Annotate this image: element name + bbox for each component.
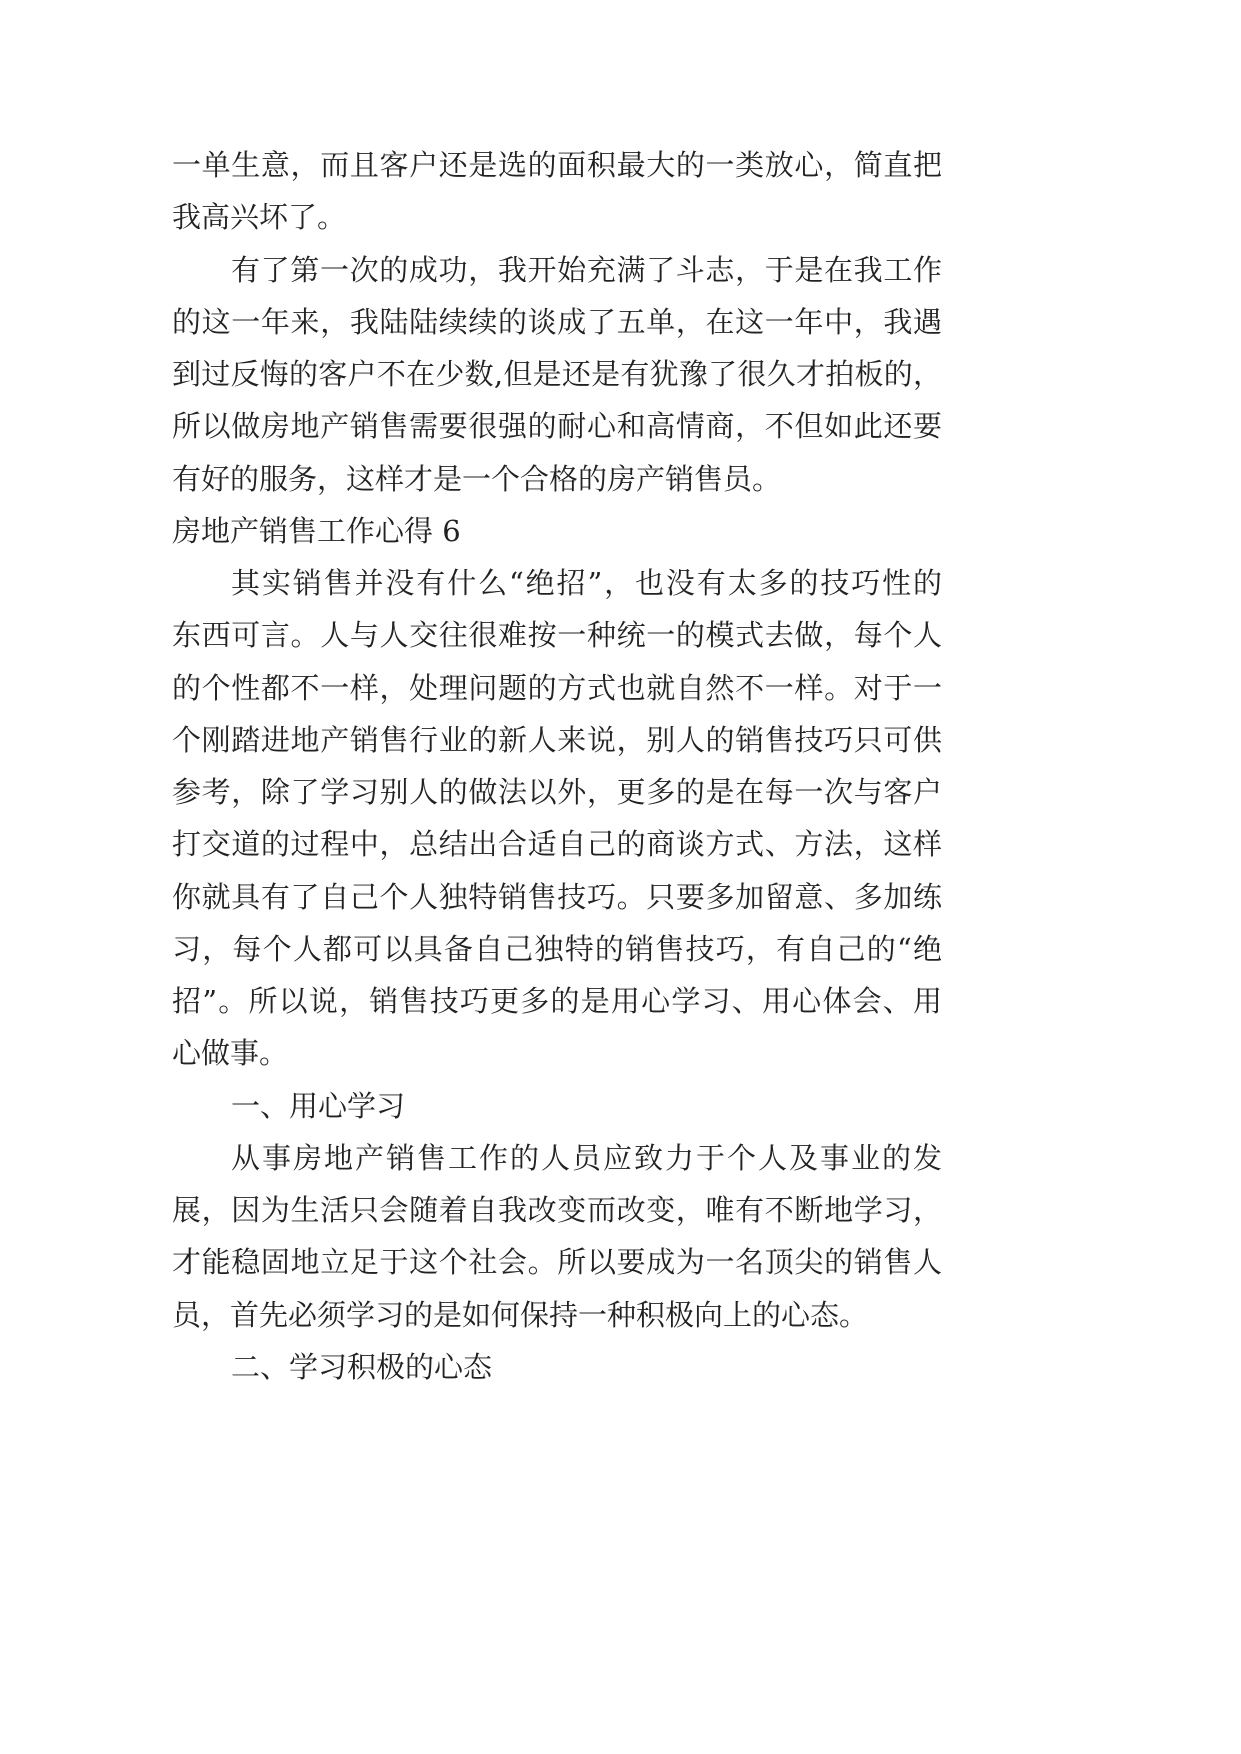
subheading-paragraph [172,1341,942,1393]
text-line: 到过反悔的客户不在少数,但是还是有犹豫了很久才拍板的， [172,357,942,391]
paragraph [172,557,942,1080]
text-line: 习，每个人都可以具备自己独特的销售技巧，有自己的“绝 [172,931,942,966]
text-line: 打交道的过程中，总结出合适自己的商谈方式、方法，这样 [172,827,942,862]
text-line: 你就具有了自己个人独特销售技巧。只要多加留意、多加练 [172,879,942,914]
section-heading: 房地产销售工作心得 6 [172,513,461,548]
paragraph [172,244,942,505]
document-body [172,139,942,1393]
text-line: 一、用心学习 [231,1088,406,1123]
text-line: 我高兴坏了。 [172,200,347,235]
text-line: 的个性都不一样，处理问题的方式也就自然不一样。对于一 [172,670,942,705]
text-line: 其实销售并没有什么“绝招”，也没有太多的技巧性的 [231,566,942,600]
text-line: 的这一年来，我陆陆续续的谈成了五单，在这一年中，我遇 [172,304,942,339]
text-line: 招”。所以说，销售技巧更多的是用心学习、用心体会、用 [172,984,942,1018]
subheading-paragraph [172,1080,942,1132]
text-line: 从事房地产销售工作的人员应致力于个人及事业的发 [231,1140,942,1175]
text-line: 一单生意，而且客户还是选的面积最大的一类放心，简直把 [172,148,942,182]
paragraph [172,1132,942,1341]
text-line: 参考，除了学习别人的做法以外，更多的是在每一次与客户 [172,775,942,809]
text-line: 有好的服务，这样才是一个合格的房产销售员。 [172,461,782,496]
text-line: 有了第一次的成功，我开始充满了斗志，于是在我工作 [231,252,942,287]
text-line: 所以做房地产销售需要很强的耐心和高情商，不但如此还要 [172,409,942,444]
text-line: 东西可言。人与人交往很难按一种统一的模式去做，每个人 [172,618,942,653]
text-line: 才能稳固地立足于这个社会。所以要成为一名顶尖的销售人 [172,1245,942,1280]
text-line: 员，首先必须学习的是如何保持一种积极向上的心态。 [172,1297,869,1332]
text-line: 个刚踏进地产销售行业的新人来说，别人的销售技巧只可供 [172,722,942,757]
text-line: 二、学习积极的心态 [231,1349,493,1384]
text-line: 心做事。 [172,1036,289,1071]
text-line: 展，因为生活只会随着自我改变而改变，唯有不断地学习， [172,1193,942,1227]
paragraph [172,139,942,244]
